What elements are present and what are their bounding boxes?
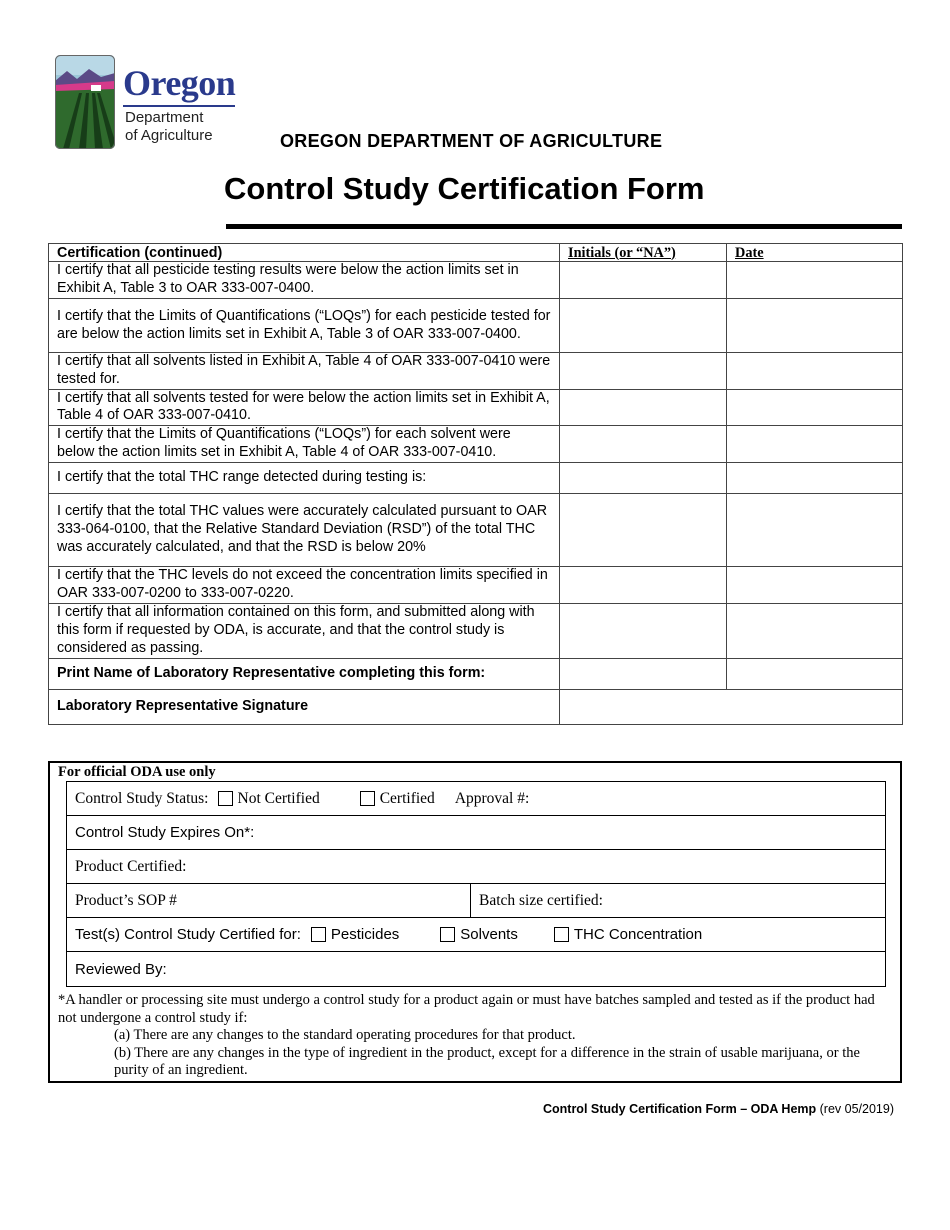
- initials-field[interactable]: [560, 262, 727, 299]
- not-certified-option[interactable]: [218, 790, 320, 808]
- table-row: [49, 603, 903, 658]
- initials-field[interactable]: [560, 567, 727, 604]
- statement-solvent-loqs: I certify that the Limits of Quantifications (“LOQs”) for each solvent were below the action limits set in Exhibit A, Table 4 of OAR 333-007-0410.: [49, 426, 560, 463]
- date-field[interactable]: [727, 353, 903, 390]
- statement-thc-limits: I certify that the THC levels do not exceed the concentration limits specified in OAR 333-007-0200 to 333-007-0220.: [49, 567, 560, 604]
- statement-pesticide-loqs: I certify that the Limits of Quantifications (“LOQs”) for each pesticide tested for are below the action limits set in Exhibit A, Table 3 of OAR 333-007-0400.: [49, 299, 560, 353]
- certified-option[interactable]: [360, 790, 435, 808]
- product-certified-row[interactable]: [67, 850, 885, 884]
- batch-label: Batch size certified:: [479, 891, 603, 909]
- farm-landscape-icon: [55, 55, 115, 149]
- note-item-a: (a) There are any changes to the standard operating procedures for that product.: [114, 1027, 576, 1043]
- table-header-row: [49, 244, 903, 262]
- product-certified-label: Product Certified:: [75, 857, 187, 875]
- sop-label: Product’s SOP #: [75, 891, 177, 909]
- solvents-label: Solvents: [460, 926, 518, 943]
- logo-subtitle-line-1: Department: [125, 109, 204, 126]
- title-divider: [226, 224, 902, 229]
- table-row: [49, 353, 903, 390]
- initials-field[interactable]: [560, 353, 727, 390]
- tests-label: Test(s) Control Study Certified for:: [75, 926, 301, 943]
- initials-field[interactable]: [560, 603, 727, 658]
- logo-rule: [123, 105, 235, 107]
- table-row: [49, 389, 903, 426]
- pesticides-checkbox[interactable]: [311, 927, 326, 942]
- print-name-date-field[interactable]: [727, 658, 903, 689]
- table-row: [49, 689, 903, 724]
- department-title: OREGON DEPARTMENT OF AGRICULTURE: [280, 131, 663, 151]
- batch-size-field[interactable]: [471, 884, 603, 917]
- logo-wordmark: Oregon: [123, 63, 236, 103]
- solvents-option[interactable]: [440, 926, 518, 943]
- status-label: Control Study Status:: [75, 789, 209, 807]
- tests-row: [67, 918, 885, 952]
- statement-thc-range: I certify that the total THC range detected during testing is:: [49, 463, 560, 494]
- certified-checkbox[interactable]: [360, 791, 375, 806]
- official-use-section: [48, 761, 902, 1083]
- form-title: Control Study Certification Form: [224, 171, 705, 206]
- date-field[interactable]: [727, 389, 903, 426]
- table-row: [49, 426, 903, 463]
- oda-logo: [55, 55, 237, 151]
- thc-option[interactable]: [554, 926, 702, 943]
- date-field[interactable]: [727, 603, 903, 658]
- note-item-b: (b) There are any changes in the type of ingredient in the product, except for a difference in the strain of usable marijuana, or the purity of an ingredient.: [114, 1044, 860, 1078]
- pesticides-option[interactable]: [311, 926, 399, 943]
- statement-solvents-tested: I certify that all solvents listed in Exhibit A, Table 4 of OAR 333-007-0410 were tested for.: [49, 353, 560, 390]
- signature-label: Laboratory Representative Signature: [49, 689, 560, 724]
- note-main: *A handler or processing site must undergo a control study for a product again or must have batches sampled and tested as if the product had not undergone a control study if:: [58, 992, 875, 1026]
- header-certification: Certification (continued): [49, 244, 560, 262]
- footer-form-name: Control Study Certification Form – ODA Hemp: [542, 1102, 817, 1116]
- status-row: [67, 782, 885, 816]
- logo-subtitle: [125, 109, 213, 145]
- sop-field[interactable]: [67, 884, 471, 917]
- statement-thc-calculation: I certify that the total THC values were accurately calculated pursuant to OAR 333-064-0100, that the Relative Standard Deviation (RSD”) of the total THC was accurately calculated, and that the RSD is below 20%: [49, 494, 560, 567]
- approval-label: Approval #:: [454, 789, 530, 807]
- thc-label: THC Concentration: [573, 926, 703, 943]
- date-field[interactable]: [727, 299, 903, 353]
- official-use-title: For official ODA use only: [58, 764, 216, 780]
- header-date: Date: [727, 244, 903, 262]
- certification-table: [48, 243, 903, 725]
- sop-batch-row: [67, 884, 885, 918]
- footer-revision: (rev 05/2019): [819, 1102, 894, 1116]
- certified-label: Certified: [379, 789, 435, 807]
- table-row: [49, 494, 903, 567]
- logo-subtitle-line-2: of Agriculture: [125, 127, 213, 144]
- page-footer: [543, 1102, 894, 1116]
- table-row: [49, 463, 903, 494]
- table-row: [49, 262, 903, 299]
- control-study-note: [58, 992, 894, 1080]
- date-field[interactable]: [727, 426, 903, 463]
- table-row: [49, 567, 903, 604]
- initials-field[interactable]: [560, 299, 727, 353]
- pesticides-label: Pesticides: [330, 926, 400, 943]
- expires-label: Control Study Expires On*:: [75, 824, 255, 841]
- table-row: [49, 658, 903, 689]
- initials-field[interactable]: [560, 426, 727, 463]
- statement-solvents-results: I certify that all solvents tested for were below the action limits set in Exhibit A, Table 4 of OAR 333-007-0410.: [49, 389, 560, 426]
- reviewed-label: Reviewed By:: [75, 960, 167, 978]
- statement-accuracy: I certify that all information contained on this form, and submitted along with this form if requested by ODA, is accurate, and that the control study is considered as passing.: [49, 603, 560, 658]
- initials-field[interactable]: [560, 463, 727, 494]
- date-field[interactable]: [727, 567, 903, 604]
- reviewed-row[interactable]: [67, 952, 885, 986]
- initials-field[interactable]: [560, 389, 727, 426]
- date-field[interactable]: [727, 463, 903, 494]
- statement-pesticide-results: I certify that all pesticide testing results were below the action limits set in Exhibit A, Table 3 to OAR 333-007-0400.: [49, 262, 560, 299]
- official-use-grid: [66, 781, 886, 987]
- date-field[interactable]: [727, 262, 903, 299]
- table-row: [49, 299, 903, 353]
- signature-field[interactable]: [560, 689, 903, 724]
- thc-checkbox[interactable]: [554, 927, 569, 942]
- print-name-label: Print Name of Laboratory Representative completing this form:: [49, 658, 560, 689]
- header-initials: Initials (or “NA”): [560, 244, 727, 262]
- solvents-checkbox[interactable]: [440, 927, 455, 942]
- initials-field[interactable]: [560, 494, 727, 567]
- expires-row[interactable]: [67, 816, 885, 850]
- print-name-field[interactable]: [560, 658, 727, 689]
- date-field[interactable]: [727, 494, 903, 567]
- not-certified-checkbox[interactable]: [218, 791, 233, 806]
- not-certified-label: Not Certified: [237, 789, 320, 807]
